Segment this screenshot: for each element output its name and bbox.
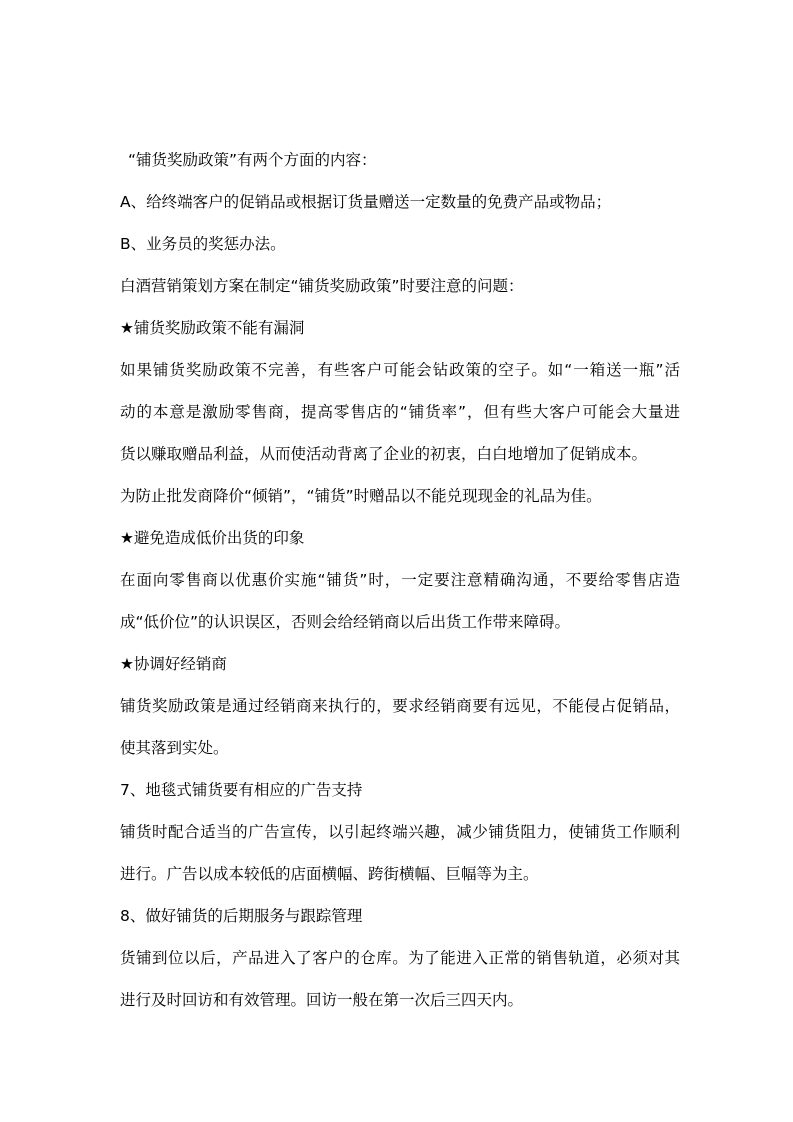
paragraph-6-line-2: 进行及时回访和有效管理。回访一般在第一次后三四天内。 xyxy=(120,991,524,1009)
section-heading-8: 8、做好铺货的后期服务与跟踪管理 xyxy=(120,907,363,925)
issues-heading: 白酒营销策划方案在制定“铺货奖励政策”时要注意的问题： xyxy=(120,277,524,295)
paragraph-6-line-1: 货铺到位以后，产品进入了客户的仓库。为了能进入正常的销售轨道，必须对其 xyxy=(120,949,680,967)
section-heading-2: ★避免造成低价出货的印象 xyxy=(120,529,305,547)
paragraph-2: 为防止批发商降价“倾销”，“铺货”时赠品以不能兑现现金的礼品为佳。 xyxy=(120,487,602,505)
paragraph-4-line-2: 使其落到实处。 xyxy=(120,739,229,757)
paragraph-4-line-1: 铺货奖励政策是通过经销商来执行的，要求经销商要有远见，不能侵占促销品， xyxy=(120,697,680,715)
paragraph-1-line-3: 货以赚取赠品利益，从而使活动背离了企业的初衷，白白地增加了促销成本。 xyxy=(120,445,648,463)
paragraph-3-line-1: 在面向零售商以优惠价实施“铺货”时，一定要注意精确沟通，不要给零售店造 xyxy=(120,571,680,589)
paragraph-3-line-2: 成“低价位”的认识误区，否则会给经销商以后出货工作带来障碍。 xyxy=(120,613,571,631)
paragraph-1-line-1: 如果铺货奖励政策不完善，有些客户可能会钻政策的空子。如“一箱送一瓶”活 xyxy=(120,361,680,379)
item-a: A、给终端客户的促销品或根据订货量赠送一定数量的免费产品或物品； xyxy=(120,193,612,211)
section-heading-3: ★协调好经销商 xyxy=(120,655,227,673)
section-heading-1: ★铺货奖励政策不能有漏洞 xyxy=(120,319,305,337)
intro-heading: “铺货奖励政策”有两个方面的内容： xyxy=(128,151,377,169)
section-heading-7: 7、地毯式铺货要有相应的广告支持 xyxy=(120,781,363,799)
paragraph-1-line-2: 动的本意是激励零售商，提高零售店的“铺货率”，但有些大客户可能会大量进 xyxy=(120,403,680,421)
paragraph-5-line-2: 进行。广告以成本较低的店面横幅、跨街横幅、巨幅等为主。 xyxy=(120,865,539,883)
paragraph-5-line-1: 铺货时配合适当的广告宣传，以引起终端兴趣，减少铺货阻力，使铺货工作顺利 xyxy=(120,823,680,841)
item-b: B、业务员的奖惩办法。 xyxy=(120,235,286,253)
